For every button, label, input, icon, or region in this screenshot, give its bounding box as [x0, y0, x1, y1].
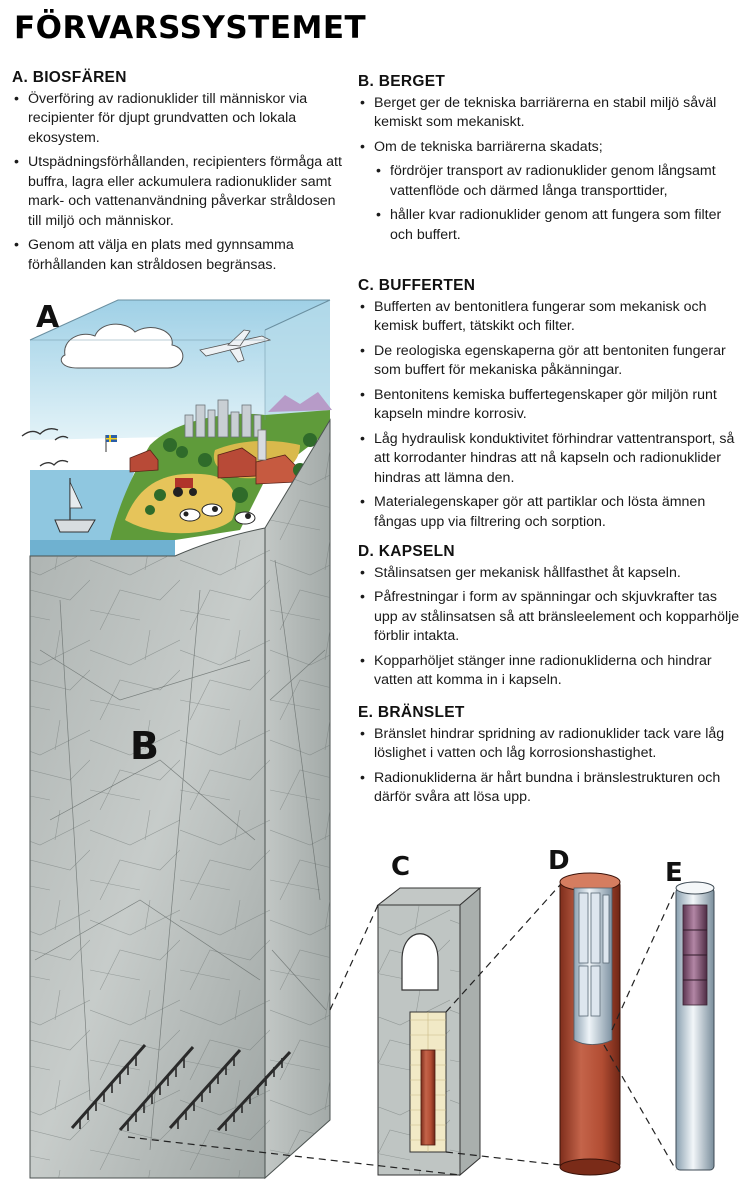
figure-label-d: D: [548, 846, 570, 876]
list-item: • Berget ger de tekniska barriärerna en stabil miljö såväl kemiskt som mekaniskt.: [358, 94, 740, 133]
city: [185, 400, 261, 437]
list-item: • Radionukliderna är hårt bundna i bränslestrukturen och därför svåra att lösa upp.: [358, 769, 740, 808]
buffer-block: [378, 888, 480, 1175]
figure-label-e: E: [665, 858, 683, 888]
sub-list-item: • håller kvar radionuklider genom att fungera som filter och buffert.: [358, 206, 740, 245]
list-item: • Bufferten av bentonitlera fungerar som mekanisk och kemisk buffert, tätskikt och filter.: [358, 298, 740, 337]
section-heading: A. BIOSFÄREN: [12, 69, 127, 86]
list-item: • Utspädningsförhållanden, recipienters förmåga att buffra, lagra eller ackumulera radionuklider samt mark- och vattenanvändning påverkar stråldosen till miljö och människor.: [12, 153, 352, 231]
figure-label-b: B: [130, 724, 159, 768]
list-item: • Materialegenskaper gör att partiklar och lösta ämnen fångas upp via filtrering och sorption.: [358, 493, 740, 532]
canister: [560, 873, 620, 1175]
section-heading: D. KAPSELN: [358, 543, 455, 560]
list-item: • Stålinsatsen ger mekanisk hållfasthet åt kapseln.: [358, 564, 740, 584]
figure-label-c: C: [391, 852, 411, 882]
list-item: • Kopparhöljet stänger inne radionukliderna och hindrar vatten att komma in i kapseln.: [358, 652, 740, 691]
section-heading: E. BRÄNSLET: [358, 704, 465, 721]
list-item: • Genom att välja en plats med gynnsamma förhållanden kan stråldosen begränsas.: [12, 236, 352, 275]
canister-in-buffer: [421, 1050, 435, 1145]
list-item: • Påfrestningar i form av spänningar och skjuvkrafter tas upp av stålinsatsen så att bränsleelement och kopparhölje förblir intakta.: [358, 588, 740, 647]
sub-list-item: • fördröjer transport av radionuklider genom långsamt vattenflöde och därmed långa transporttider,: [358, 162, 740, 201]
section-heading: C. BUFFERTEN: [358, 277, 476, 294]
list-item: • Överföring av radionuklider till människor via recipienter för djupt grundvatten och lokala ekosystem.: [12, 90, 352, 149]
section-heading: B. BERGET: [358, 73, 446, 90]
list-item: • Om de tekniska barriärerna skadats;: [358, 138, 740, 158]
flag-icon: [106, 435, 117, 452]
fuel-rod: [676, 882, 714, 1170]
list-item: • Låg hydraulisk konduktivitet förhindrar vattentransport, så att korrodanter hindras att nå kapseln och radionuklider hindras att lämna den.: [358, 430, 740, 489]
page-title: FÖRVARSSYSTEMET: [14, 10, 367, 46]
figure-label-a: A: [36, 300, 60, 335]
list-item: • Bränslet hindrar spridning av radionuklider tack vare låg löslighet i vatten och låg korrosionshastighet.: [358, 725, 740, 764]
tunnel-opening: [402, 934, 438, 990]
list-item: • Bentonitens kemiska buffertegenskaper gör miljön runt kapseln mindre korrosiv.: [358, 386, 740, 425]
list-item: • De reologiska egenskaperna gör att bentoniten fungerar som buffert för mekaniska påkänningar.: [358, 342, 740, 381]
